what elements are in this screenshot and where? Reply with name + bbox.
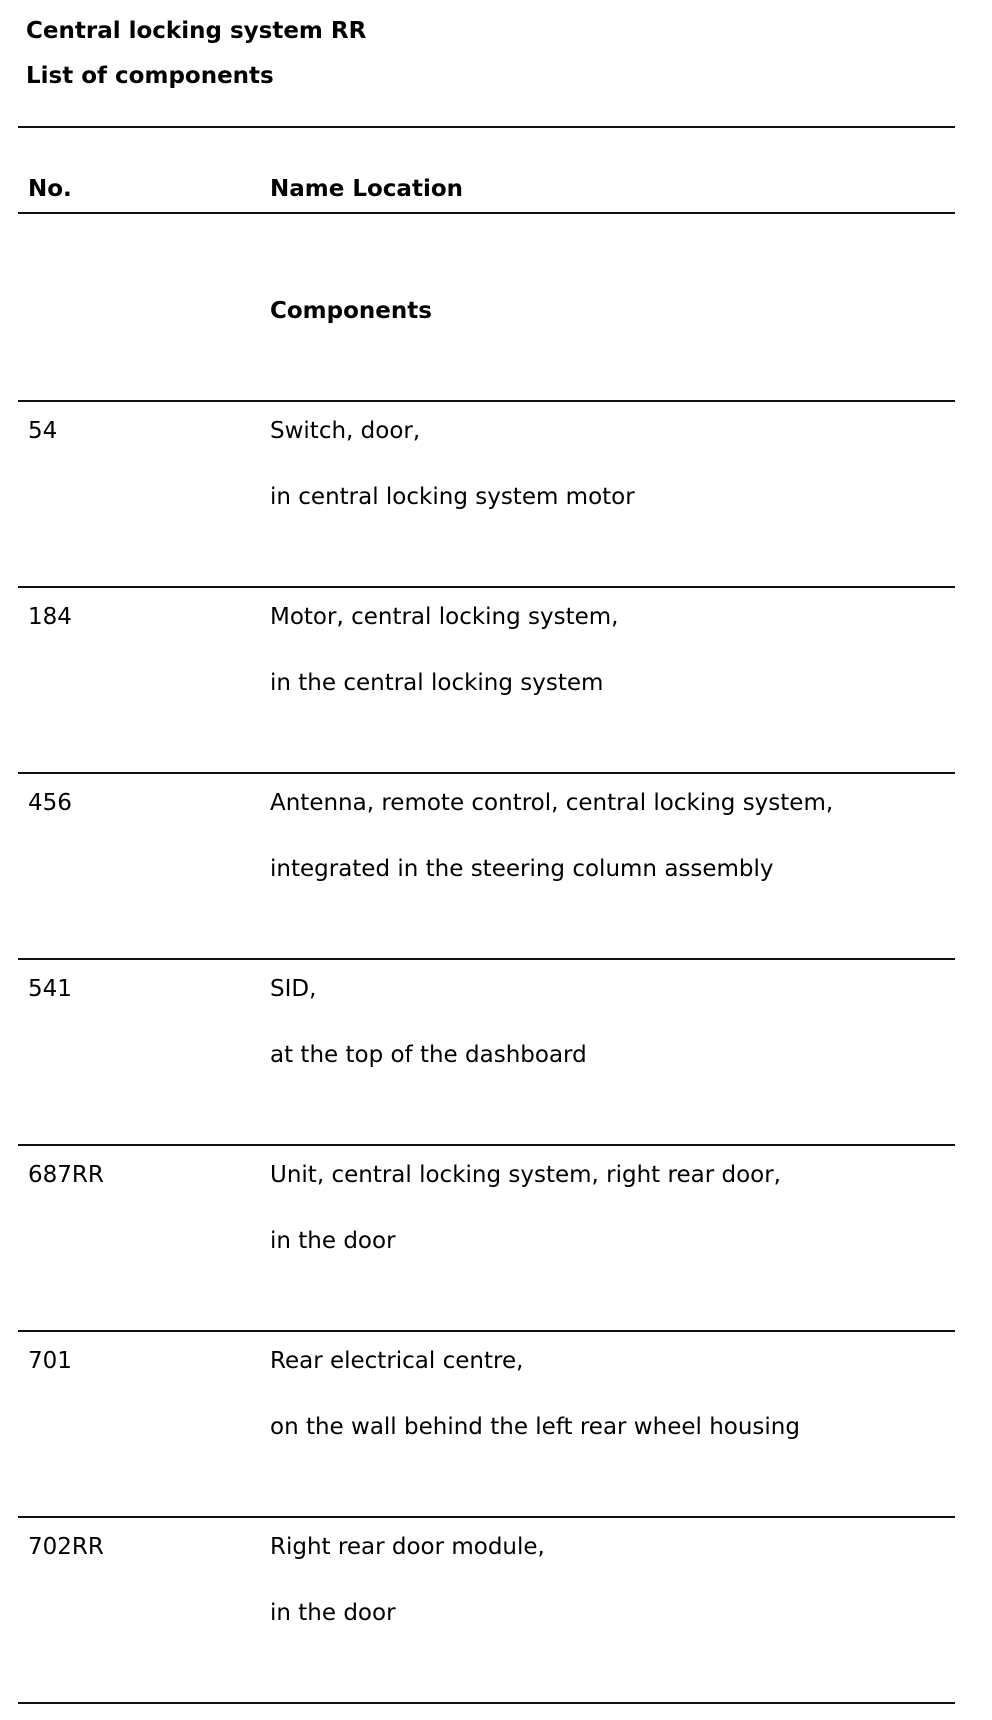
component-number: 184 — [28, 604, 72, 630]
component-location: in central locking system motor — [270, 484, 635, 510]
component-name: SID, — [270, 976, 317, 1002]
component-number: 541 — [28, 976, 72, 1002]
component-name: Right rear door module, — [270, 1534, 545, 1560]
component-location: in the central locking system — [270, 670, 604, 696]
component-number: 456 — [28, 790, 72, 816]
component-number: 702RR — [28, 1534, 104, 1560]
table-row — [0, 772, 992, 958]
component-number: 687RR — [28, 1162, 104, 1188]
row-rule — [18, 958, 955, 960]
component-location: at the top of the dashboard — [270, 1042, 587, 1068]
component-location: on the wall behind the left rear wheel housing — [270, 1414, 800, 1440]
row-rule — [18, 1144, 955, 1146]
component-name: Rear electrical centre, — [270, 1348, 524, 1374]
component-name: Antenna, remote control, central locking system, — [270, 790, 834, 816]
table-row — [0, 958, 992, 1144]
table-row — [0, 1330, 992, 1516]
component-location: in the door — [270, 1228, 396, 1254]
row-rule — [18, 400, 955, 402]
component-name: Unit, central locking system, right rear door, — [270, 1162, 781, 1188]
row-rule — [18, 772, 955, 774]
component-number: 701 — [28, 1348, 72, 1374]
component-name: Motor, central locking system, — [270, 604, 619, 630]
column-header-no: No. — [28, 176, 72, 202]
component-location: integrated in the steering column assembly — [270, 856, 774, 882]
table-row — [0, 586, 992, 772]
document-title: Central locking system RR — [26, 18, 367, 44]
component-number: 54 — [28, 418, 58, 444]
row-rule — [18, 1516, 955, 1518]
column-header-name-location: Name Location — [270, 176, 464, 202]
document-subtitle: List of components — [26, 63, 274, 89]
component-name: Switch, door, — [270, 418, 421, 444]
component-location: in the door — [270, 1600, 396, 1626]
table-row — [0, 1144, 992, 1330]
row-rule — [18, 1330, 955, 1332]
section-label-components: Components — [270, 298, 432, 324]
header-bottom-rule — [18, 212, 955, 214]
table-row — [0, 1516, 992, 1702]
table-bottom-rule — [18, 1702, 955, 1704]
header-top-rule — [18, 126, 955, 128]
table-row — [0, 400, 992, 586]
row-rule — [18, 586, 955, 588]
